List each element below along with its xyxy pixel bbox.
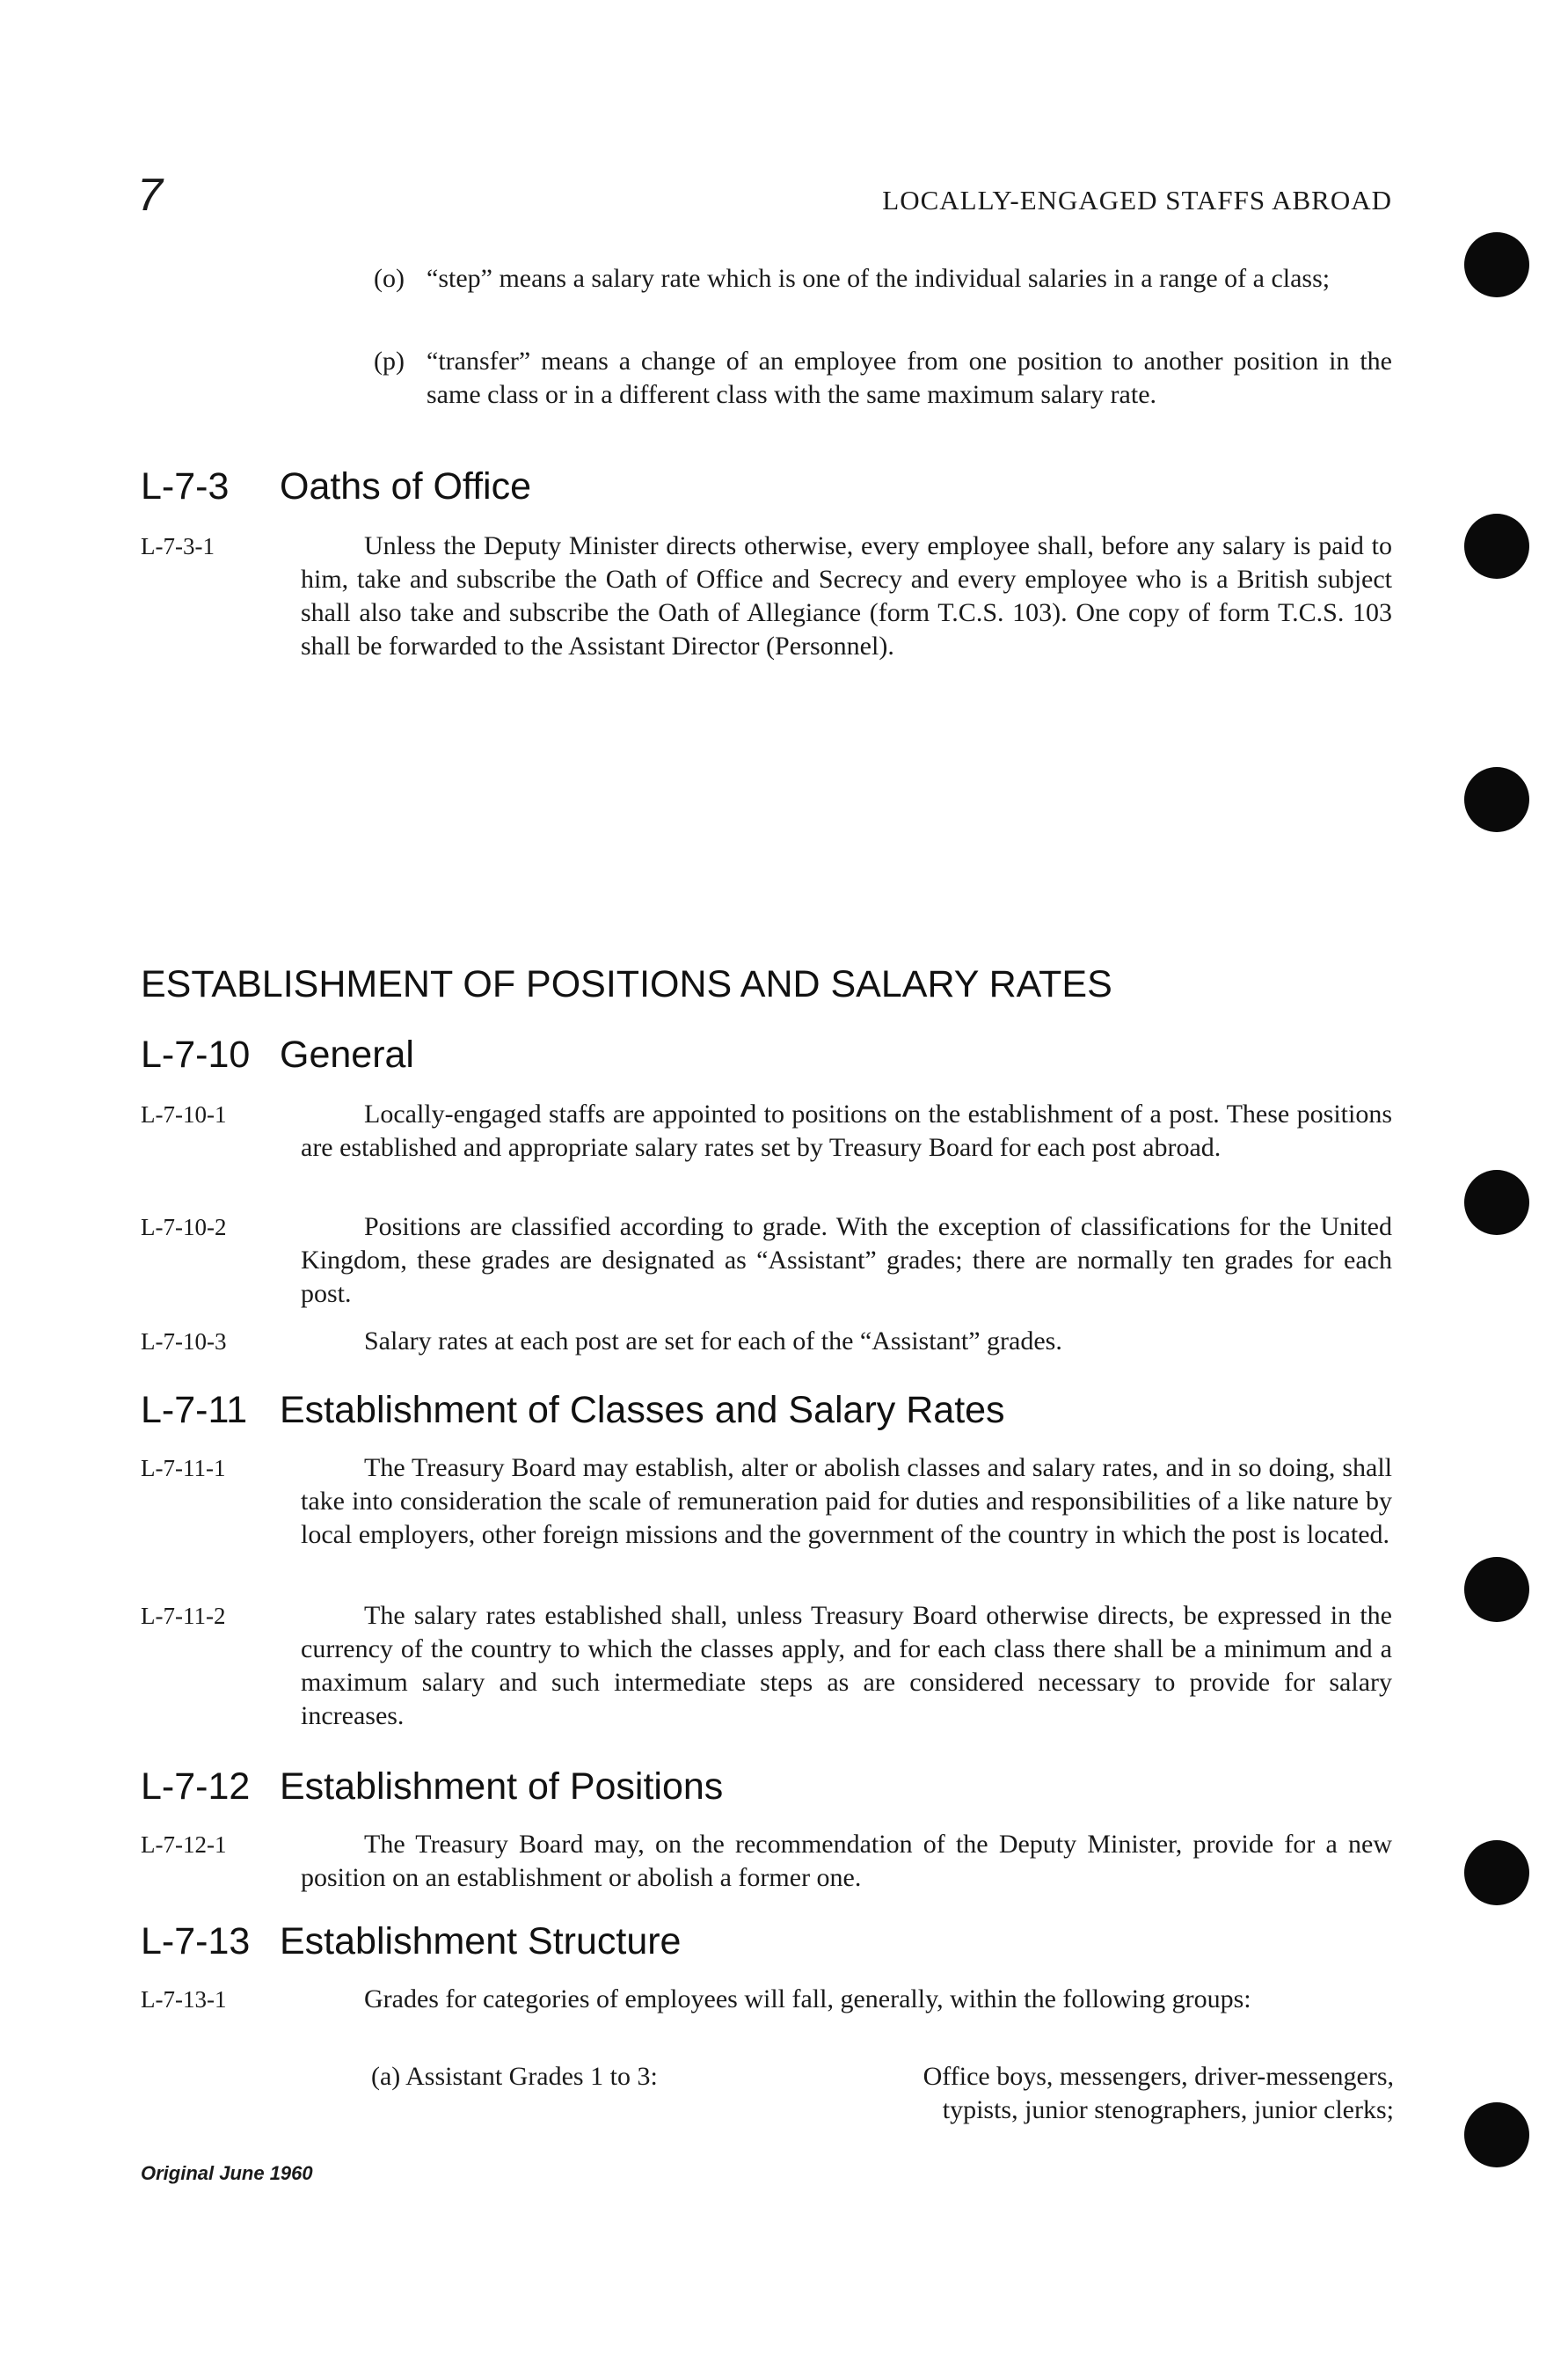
- group-label: (a) Assistant Grades 1 to 3:: [371, 2062, 658, 2091]
- binder-hole-1: [1464, 232, 1529, 297]
- major-heading: ESTABLISHMENT OF POSITIONS AND SALARY RATES: [141, 963, 1112, 1005]
- paragraph-text: The Treasury Board may, on the recommendation of the Deputy Minister, provide for a new position on an establishment or abolish a former one.: [301, 1830, 1392, 1892]
- group-item-a: [371, 2060, 1394, 2127]
- footer-edition: Original June 1960: [141, 2162, 313, 2184]
- section-number: L-7-10: [141, 1034, 251, 1076]
- paragraph-text: The salary rates established shall, unless Treasury Board otherwise directs, be expressed in the currency of the country to which the classes apply, and for each class there shall be a minimum and a maximum salary and such intermediate steps as are considered necessary to provide for salary increases.: [301, 1601, 1392, 1730]
- section-number: L-7-11: [141, 1389, 248, 1431]
- paragraph-number: L-7-10-3: [141, 1328, 227, 1355]
- paragraph-text: Locally-engaged staffs are appointed to positions on the establishment of a post. These positions are established and appropriate salary rates set by Treasury Board for each post abroad.: [301, 1100, 1392, 1162]
- binder-hole-3: [1464, 767, 1529, 832]
- section-heading-l-7-13: [141, 1920, 682, 1962]
- paragraph-text: The Treasury Board may establish, alter or abolish classes and salary rates, and in so doing, shall take into consideration the scale of remuneration paid for duties and responsibilities of a like nature by local employers, other foreign missions and the government of the country in which the post is located.: [301, 1453, 1392, 1549]
- binder-hole-5: [1464, 1557, 1529, 1622]
- paragraph-text: Positions are classified according to grade. With the exception of classifications for the United Kingdom, these grades are designated as “Assistant” grades; there are normally ten grades for each post.: [301, 1212, 1392, 1308]
- definition-label-o: (o): [374, 264, 405, 293]
- binder-hole-2: [1464, 514, 1529, 579]
- binder-hole-7: [1464, 2102, 1529, 2167]
- paragraph-text: Unless the Deputy Minister directs otherwise, every employee shall, before any salary is paid to him, take and subscribe the Oath of Office and Secrecy and every employee who is a British subject shall also take and subscribe the Oath of Allegiance (form T.C.S. 103). One copy of form T.C.S. 103 shall be forwarded to the Assistant Director (Personnel).: [301, 531, 1392, 661]
- paragraph-number: L-7-3-1: [141, 533, 215, 559]
- paragraph-number: L-7-10-1: [141, 1101, 227, 1128]
- section-heading-l-7-3: [141, 465, 532, 508]
- group-description-line-1: Office boys, messengers, driver-messengers,: [923, 2062, 1394, 2091]
- section-number: L-7-13: [141, 1920, 251, 1962]
- paragraph-number: L-7-12-1: [141, 1831, 227, 1858]
- section-heading-l-7-12: [141, 1765, 724, 1808]
- group-description-line-2: typists, junior stenographers, junior clerks;: [942, 2095, 1394, 2124]
- section-title: Establishment of Classes and Salary Rates: [280, 1389, 1005, 1431]
- definition-label-p: (p): [374, 347, 405, 376]
- section-title: General: [280, 1034, 414, 1076]
- paragraph-number: L-7-13-1: [141, 1986, 227, 2013]
- running-header-title: LOCALLY-ENGAGED STAFFS ABROAD: [882, 185, 1392, 216]
- paragraph-number: L-7-10-2: [141, 1214, 227, 1240]
- definition-text-o: “step” means a salary rate which is one of the individual salaries in a range of a class;: [427, 264, 1331, 293]
- section-title: Establishment Structure: [280, 1920, 682, 1962]
- paragraph-text: Salary rates at each post are set for each of the “Assistant” grades.: [364, 1326, 1062, 1356]
- section-number: L-7-3: [141, 465, 230, 508]
- paragraph-number: L-7-11-1: [141, 1455, 226, 1481]
- definition-text-p: “transfer” means a change of an employee from one position to another position in the same class or in a different class with the same maximum salary rate.: [427, 347, 1392, 409]
- section-number: L-7-12: [141, 1765, 251, 1808]
- paragraph-number: L-7-11-2: [141, 1603, 226, 1629]
- section-title: Establishment of Positions: [280, 1765, 724, 1808]
- paragraph-text: Grades for categories of employees will fall, generally, within the following groups:: [364, 1984, 1251, 2013]
- binder-hole-6: [1464, 1840, 1529, 1905]
- section-title: Oaths of Office: [280, 465, 532, 508]
- binder-hole-4: [1464, 1170, 1529, 1235]
- section-heading-l-7-11: [141, 1389, 1005, 1431]
- section-heading-l-7-10: [141, 1036, 414, 1074]
- page-number: 7: [137, 170, 163, 221]
